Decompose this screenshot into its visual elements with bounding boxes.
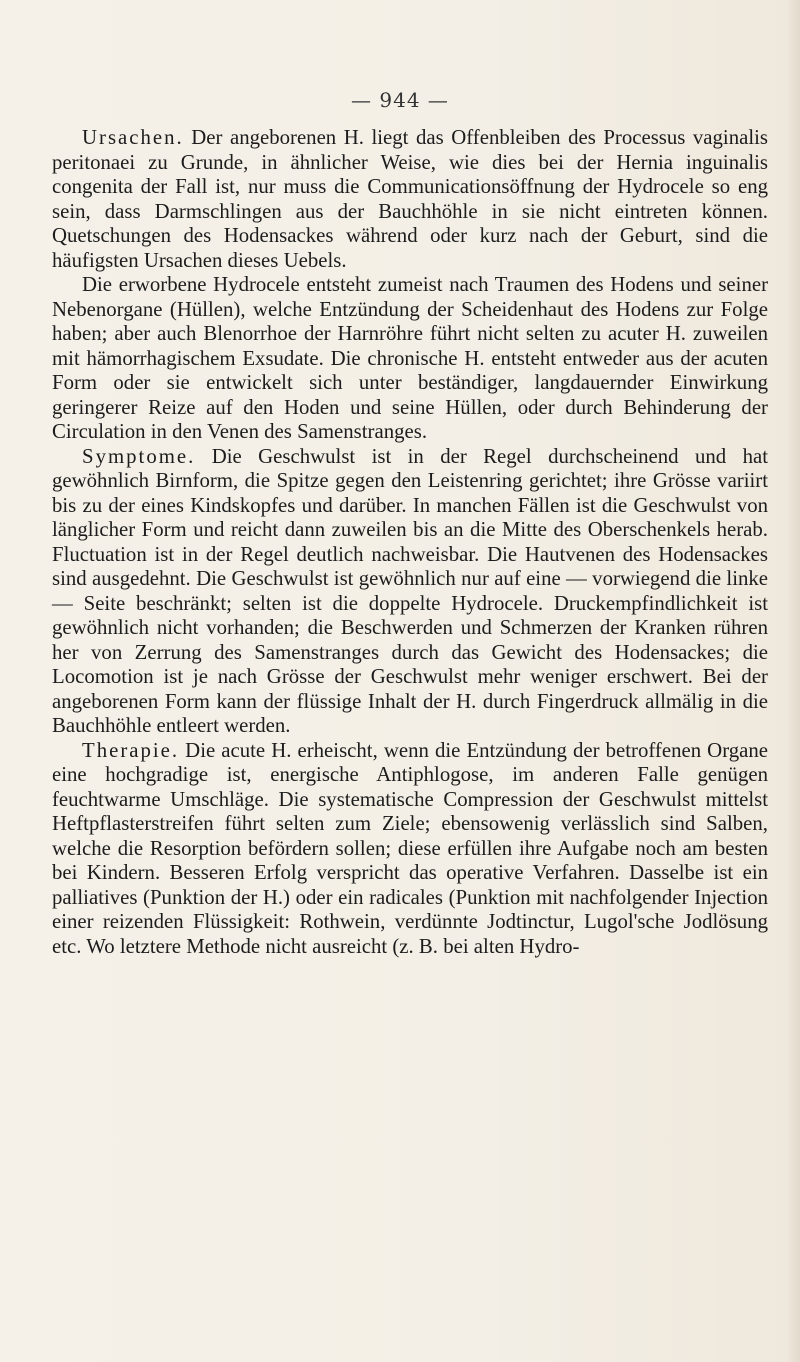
paragraph-text: erworbene Hydrocele entsteht zumeist nach Traumen des Hodens und seiner Nebenorgane (Hüllen), welche Entzündung der Scheidenhaut des Hodens zur Folge haben; aber auch Blenorrhoe der Harnröhre führt nicht selten zu acuter H. zuweilen mit hämorrhagischem Exsudate. Die chronische H. entsteht entweder aus der acuten Form oder sie entwickelt sich unter beständiger, langdauernder Einwirkung geringerer Reize auf den Hoden und seine Hüllen, oder durch Behinderung der Circulation in den Venen des Samenstranges.	[52, 273, 768, 443]
section-heading-symptome: Symptome.	[82, 444, 196, 468]
paragraph-lead: Die	[82, 273, 113, 296]
page-number: — 944 —	[351, 88, 449, 112]
paragraph-erworbene	[52, 273, 768, 445]
paragraph-therapie	[52, 739, 768, 960]
paragraph-symptome	[52, 445, 768, 739]
section-heading-therapie: Therapie.	[82, 738, 180, 762]
paragraph-text: Die Geschwulst ist in der Regel durchscheinend und hat gewöhnlich Birnform, die Spitze gegen den Leistenring gerichtet; ihre Grösse variirt bis zu der eines Kindskopfes und darüber. In manchen Fällen ist die Geschwulst von länglicher Form und reicht dann zuweilen bis an die Mitte des Oberschenkels herab. Fluctuation ist in der Regel deutlich nachweisbar. Die Hautvenen des Hodensackes sind ausgedehnt. Die Geschwulst ist gewöhnlich nur auf eine — vorwiegend die linke — Seite beschränkt; selten ist die doppelte Hydrocele. Druckempfindlichkeit ist gewöhnlich nicht vorhanden; die Beschwerden und Schmerzen der Kranken rühren her von Zerrung des Samenstranges durch das Gewicht des Hodensackes; die Locomotion ist je nach Grösse der Geschwulst mehr weniger erschwert. Bei der angeborenen Form kann der flüssige Inhalt der H. durch Fingerdruck allmälig in die Bauchhöhle entleert werden.	[52, 444, 768, 737]
paragraph-ursachen	[52, 126, 768, 273]
section-heading-ursachen: Ursachen.	[82, 126, 184, 149]
paragraph-text: Der angeborenen H. liegt das Offenbleiben des Processus vaginalis peritonaei zu Grunde, in ähnlicher Weise, wie dies bei der Hernia inguinalis congenita der Fall ist, nur muss die Communicationsöffnung der Hydrocele so eng sein, dass Darmschlingen aus der Bauchhöhle in sie nicht eintreten können. Quetschungen des Hodensackes während oder kurz nach der Geburt, sind die häufigsten Ursachen dieses Uebels.	[52, 126, 768, 272]
body-text	[52, 126, 768, 959]
page-edge-shadow	[786, 0, 800, 1362]
paragraph-text: Die acute H. erheischt, wenn die Entzündung der betroffenen Organe eine hochgradige ist, energische Antiphlogose, im anderen Falle genügen feuchtwarme Umschläge. Die systematische Compression der Geschwulst mittelst Heftpflasterstreifen führt selten zum Ziele; ebensowenig verlässlich sind Salben, welche die Resorption befördern sollen; diese erfüllen ihre Aufgabe noch am besten bei Kindern. Besseren Erfolg verspricht das operative Verfahren. Dasselbe ist ein palliatives (Punktion der H.) oder ein radicales (Punktion mit nachfolgender Injection einer reizenden Flüssigkeit: Rothwein, verdünnte Jodtinctur, Lugol'sche Jodlösung etc. Wo letztere Methode nicht ausreicht (z. B. bei alten Hydro-	[52, 738, 768, 958]
